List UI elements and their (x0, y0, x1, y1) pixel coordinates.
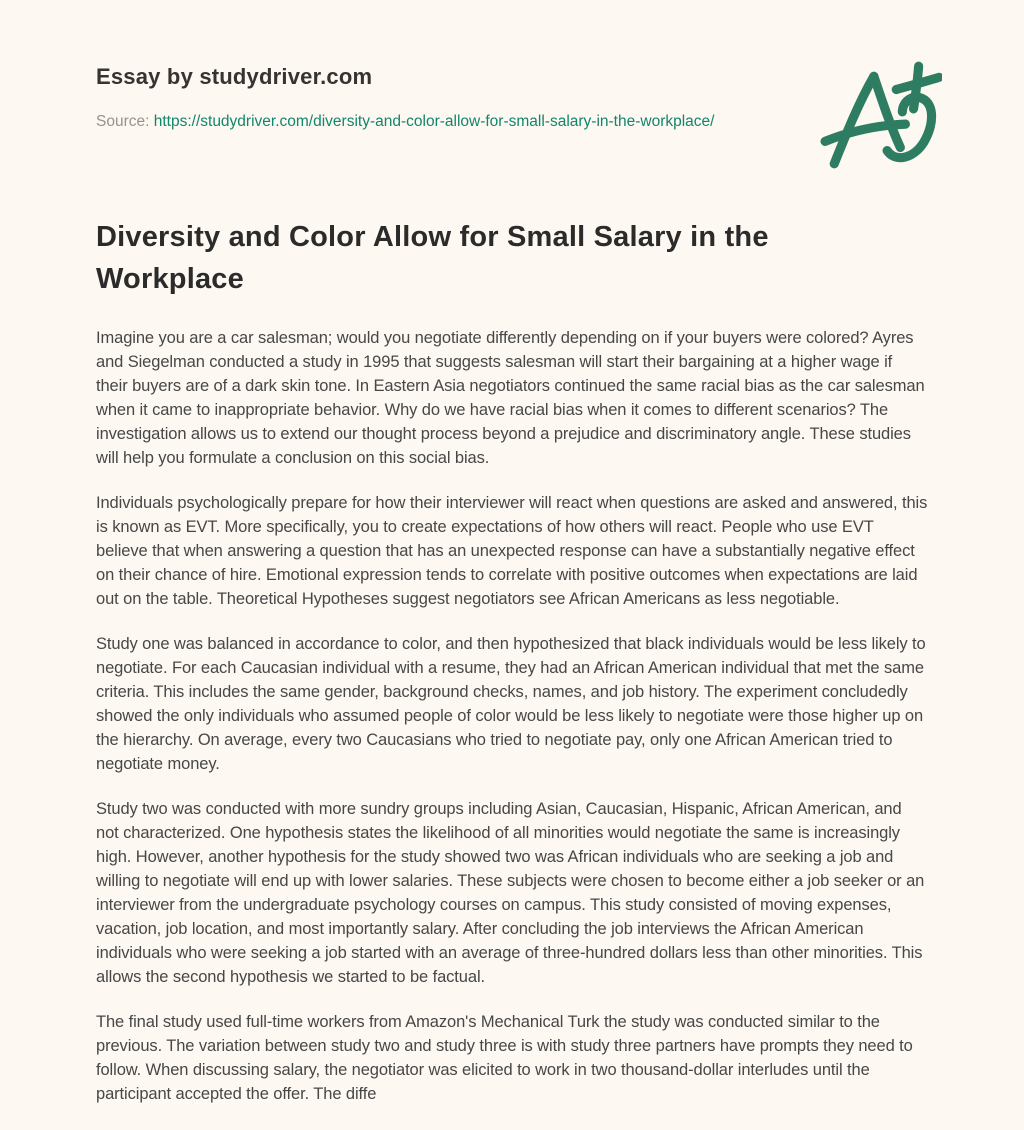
studydriver-logo (820, 56, 942, 178)
essay-byline: Essay by studydriver.com (96, 64, 373, 89)
essay-paragraph: Study one was balanced in accordance to color, and then hypothesized that black individuals would be less likely to negotiate. For each Caucasian individual with a resume, they had an African American individual that met the same criteria. This includes the same gender, background checks, names, and job history. The experiment concludedly showed the only individuals who assumed people of color would be less likely to negotiate were those higher up on the hierarchy. On average, every two Caucasians who tried to negotiate pay, only one African American tried to negotiate money. (96, 635, 926, 773)
source-label: Source: (96, 113, 150, 130)
essay-paragraph: Imagine you are a car salesman; would you negotiate differently depending on if your buyers were colored? Ayres and Siegelman conducted a study in 1995 that suggests salesman will start their bargaining at a higher wage if their buyers are of a dark skin tone. In Eastern Asia negotiators continued the same racial bias as the car salesman when it came to inappropriate behavior. Why do we have racial bias when it comes to different scenarios? The investigation allows us to extend our thought process beyond a prejudice and discriminatory angle. These studies will help you formulate a conclusion on this social bias. (96, 329, 925, 467)
essay-paragraph: Study two was conducted with more sundry groups including Asian, Caucasian, Hispanic, African American, and not characterized. One hypothesis states the likelihood of all minorities would negotiate the same is increasingly high. However, another hypothesis for the study showed two was African individuals who are seeking a job and willing to negotiate will end up with lower salaries. These subjects were chosen to become either a job seeker or an interviewer from the undergraduate psychology courses on campus. This study consisted of moving expenses, vacation, job location, and most importantly salary. After concluding the job interviews the African American individuals who were seeking a job started with an average of three-hundred dollars less than other minorities. This allows the second hypothesis we started to be factual. (96, 800, 925, 986)
essay-paragraph: Individuals psychologically prepare for how their interviewer will react when questions are asked and answered, this is known as EVT. More specifically, you to create expectations of how others will react. People who use EVT believe that when answering a question that has an unexpected response can have a substantially negative effect on their chance of hire. Emotional expression tends to correlate with positive outcomes when expectations are laid out on the table. Theoretical Hypotheses suggest negotiators see African Americans as less negotiable. (96, 494, 928, 608)
essay-title: Diversity and Color Allow for Small Salary in the Workplace (96, 221, 769, 295)
source-url-link[interactable]: https://studydriver.com/diversity-and-color-allow-for-small-salary-in-the-workplace/ (153, 113, 715, 130)
page-header (96, 64, 928, 138)
essay-paragraph: The final study used full-time workers from Amazon's Mechanical Turk the study was conducted similar to the previous. The variation between study two and study three is with study three partners have prompts they need to follow. When discussing salary, the negotiator was elicited to work in two thousand-dollar interludes until the participant accepted the offer. The diffe (96, 1013, 913, 1103)
a-plus-logo-icon (820, 56, 942, 178)
essay-body (96, 326, 928, 1106)
source-line (96, 106, 716, 138)
